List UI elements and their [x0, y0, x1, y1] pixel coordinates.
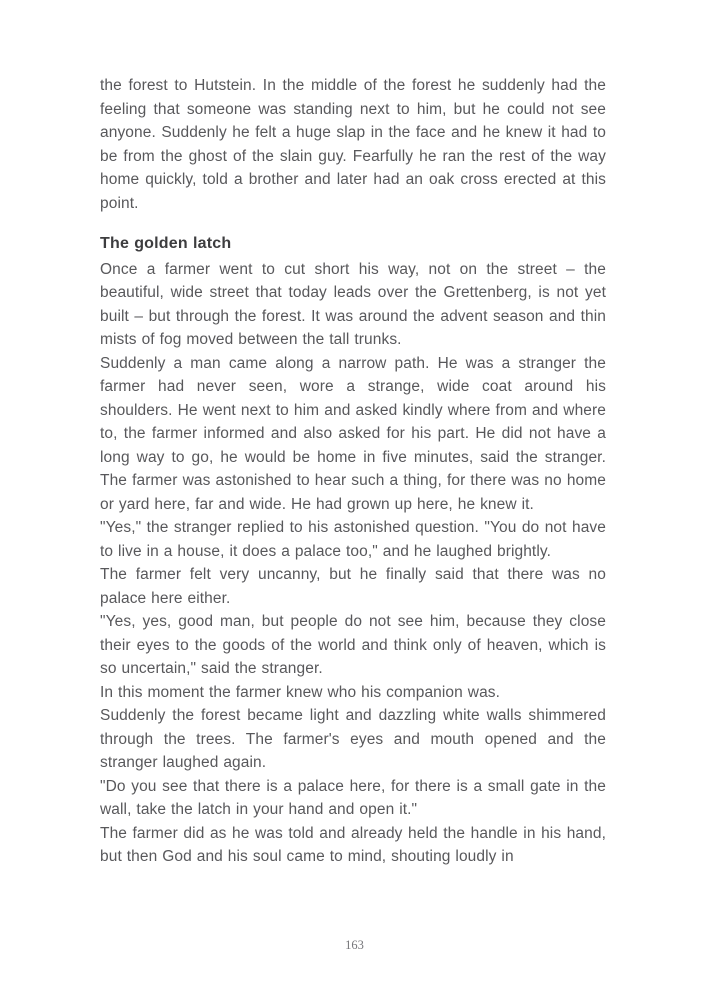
paragraph: Suddenly the forest became light and dazzling white walls shimmered through the trees. The farmer's eyes and mouth opened and the stranger laughed again.: [100, 707, 606, 771]
paragraph: "Do you see that there is a palace here, for there is a small gate in the wall, take the latch in your hand and open it.": [100, 777, 606, 818]
page-number: 163: [345, 938, 364, 952]
paragraph: "Yes, yes, good man, but people do not see him, because they close their eyes to the goods of the world and think only of heaven, which is so uncertain," said the stranger.: [100, 613, 606, 677]
paragraph: The farmer did as he was told and already held the handle in his hand, but then God and his soul came to mind, shouting loudly in: [100, 824, 606, 865]
paragraph: the forest to Hutstein. In the middle of the forest he suddenly had the feeling that someone was standing next to him, but he could not see anyone. Suddenly he felt a huge slap in the face and he knew it had to be from the ghost of the slain guy. Fearfully he ran the rest of the way home quickly, told a brother and later had an oak cross erected at this point.: [100, 77, 606, 212]
paragraph: Suddenly a man came along a narrow path. He was a stranger the farmer had never seen, wore a strange, wide coat around his shoulders. He went next to him and asked kindly where from and where to, the farmer informed and also asked for his part. He did not have a long way to go, he would be home in five minutes, said the stranger. The farmer was astonished to hear such a thing, for there was no home or yard here, far and wide. He had grown up here, he knew it.: [100, 354, 606, 513]
paragraph: The farmer felt very uncanny, but he finally said that there was no palace here either.: [100, 566, 606, 607]
text-block: [100, 74, 606, 869]
paragraph: "Yes," the stranger replied to his astonished question. "You do not have to live in a house, it does a palace too," and he laughed brightly.: [100, 519, 606, 560]
paragraph: In this moment the farmer knew who his companion was.: [100, 683, 501, 701]
section-heading: The golden latch: [100, 235, 232, 252]
paragraph: Once a farmer went to cut short his way, not on the street – the beautiful, wide street that today leads over the Grettenberg, is not yet built – but through the forest. It was around the advent season and thin mists of fog moved between the tall trunks.: [100, 260, 606, 348]
